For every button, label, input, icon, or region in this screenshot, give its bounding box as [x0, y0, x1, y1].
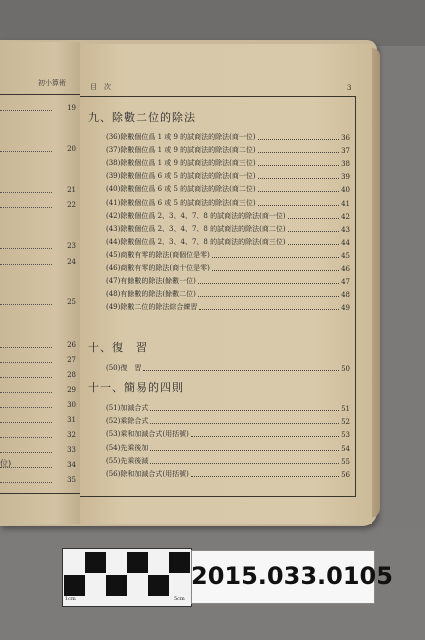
toc-entry-page: 38 — [341, 160, 350, 169]
left-page-number: 29 — [67, 386, 76, 394]
toc-entry-page: 43 — [341, 225, 350, 234]
toc-entry — [106, 288, 350, 299]
catalog-number: 2015.033.0105 — [191, 562, 393, 590]
left-page-dot-leader — [0, 151, 52, 152]
left-page-number: 21 — [67, 186, 76, 194]
toc-entry-text: (43)除數個位爲 2、3、4、7、8 的試商法的除法(商二位) — [106, 224, 286, 233]
dot-leader — [288, 218, 340, 219]
toc-entry — [106, 362, 350, 373]
toc-entry-page: 47 — [341, 278, 350, 287]
dot-leader — [212, 257, 339, 258]
toc-entry — [106, 157, 350, 168]
left-page-number: 28 — [67, 371, 76, 379]
toc-entry — [106, 415, 350, 426]
left-page-number: 30 — [67, 401, 76, 409]
toc-entry-page: 42 — [341, 212, 350, 221]
toc-entry-text: (52)乘除合式 — [106, 417, 149, 426]
toc-entry — [106, 236, 350, 247]
toc-entry — [106, 210, 350, 221]
dot-leader — [258, 165, 339, 166]
left-page-fragment: 位) — [0, 459, 12, 468]
toc-entry-page: 37 — [341, 147, 350, 156]
left-page-number: 25 — [67, 298, 76, 306]
toc-entry-text: (39)除數個位爲 6 或 5 的試商法的除法(商一位) — [106, 172, 256, 181]
dot-leader — [198, 283, 339, 284]
scale-square — [169, 552, 190, 573]
toc-entry-text: (46)商數有零的除法(商十位是零) — [106, 264, 210, 272]
right-page-title: 目 次 — [90, 83, 111, 91]
toc-entry — [106, 197, 350, 208]
dot-leader — [191, 436, 339, 437]
dot-leader — [150, 410, 339, 411]
left-page-dot-leader — [0, 207, 52, 208]
section-title: 十、復 習 — [88, 341, 148, 354]
dot-leader — [143, 370, 339, 371]
toc-entry-page: 36 — [341, 134, 350, 142]
toc-entry-text: (55)先乘後減 — [106, 456, 149, 465]
dot-leader — [258, 139, 339, 140]
left-page-number: 22 — [67, 201, 76, 209]
dot-leader — [258, 191, 339, 192]
left-page-number: 24 — [67, 258, 76, 266]
scale-label-5cm: 5cm — [174, 596, 185, 602]
scale-square — [148, 575, 169, 596]
toc-entry — [106, 183, 350, 194]
toc-entry-text: (49)除數二位的除法綜合練習 — [106, 303, 198, 312]
left-page-number: 35 — [67, 476, 76, 484]
toc-entry-page: 41 — [341, 199, 350, 208]
dot-leader — [150, 450, 339, 451]
left-page-dot-leader — [0, 482, 52, 483]
toc-entry-page: 45 — [341, 251, 350, 260]
left-page-dot-leader — [0, 264, 52, 265]
scale-square — [106, 575, 127, 596]
scale-square — [85, 552, 106, 573]
left-page-dot-leader — [0, 347, 52, 348]
left-page-dot-leader — [0, 192, 52, 193]
toc-entry-page: 56 — [341, 471, 350, 479]
toc-entry — [106, 301, 350, 312]
dot-leader — [212, 270, 339, 271]
toc-entry-page: 48 — [341, 291, 350, 300]
toc-entry-page: 55 — [341, 457, 350, 466]
dot-leader — [258, 205, 339, 206]
toc-entry-text: (56)除和加減合式(用括號) — [106, 470, 189, 478]
toc-entry-page: 54 — [341, 444, 350, 453]
left-page-number: 19 — [67, 104, 76, 112]
left-page-number: 26 — [67, 341, 76, 349]
left-page-number: 32 — [67, 431, 76, 439]
dot-leader — [288, 231, 340, 232]
dot-leader — [191, 476, 339, 477]
toc-entry — [106, 131, 350, 142]
toc-entry-text: (40)除數個位爲 6 或 5 的試商法的除法(商二位) — [106, 185, 256, 194]
toc-entry-text: (53)乘和加減合式(用括號) — [106, 430, 189, 439]
toc-entry — [106, 262, 350, 273]
left-page-number: 34 — [67, 461, 76, 469]
toc-entry — [106, 170, 350, 181]
left-page-title: 初小算術 — [38, 79, 66, 87]
right-page-number: 3 — [347, 84, 352, 92]
toc-entry-page: 52 — [341, 418, 350, 427]
left-page-dot-leader — [0, 407, 52, 408]
toc-entry-text: (42)除數個位爲 2、3、4、7、8 的試商法的除法(商一位) — [106, 211, 286, 220]
toc-entry — [106, 442, 350, 453]
left-page-dot-leader — [0, 248, 52, 249]
toc-entry-text: (51)加減合式 — [106, 404, 149, 412]
toc-entry-text: (37)除數個位爲 1 或 9 的試商法的除法(商二位) — [106, 146, 256, 155]
dot-leader — [150, 463, 339, 464]
scale-square — [127, 552, 148, 573]
toc-entry-page: 46 — [341, 265, 350, 273]
toc-entry-text: (41)除數個位爲 6 或 5 的試商法的除法(商三位) — [106, 198, 256, 207]
left-bottom-rule — [0, 493, 80, 494]
toc-entry-text: (54)先乘後加 — [106, 443, 149, 452]
dot-leader — [288, 244, 340, 245]
toc-entry-text: (38)除數個位爲 1 或 9 的試商法的除法(商三位) — [106, 159, 256, 168]
toc-entry-page: 49 — [341, 304, 350, 313]
right-bottom-rule — [80, 496, 356, 497]
toc-entry-text: (47)有餘數的除法(餘數一位) — [106, 277, 196, 286]
toc-entry-page: 40 — [341, 186, 350, 195]
toc-entry-page: 50 — [341, 365, 350, 373]
toc-entry-page: 39 — [341, 173, 350, 182]
left-top-rule — [0, 94, 80, 95]
toc-entry — [106, 275, 350, 286]
left-page-number: 31 — [67, 416, 76, 424]
toc-entry-text: (48)有餘數的除法(餘數二位) — [106, 290, 196, 299]
toc-entry — [106, 144, 350, 155]
toc-entry — [106, 468, 350, 479]
left-page-number: 27 — [67, 356, 76, 364]
left-page-dot-leader — [0, 437, 52, 438]
section-title: 十一、簡易的四則 — [88, 381, 184, 394]
left-page-dot-leader — [0, 362, 52, 363]
dot-leader — [258, 178, 339, 179]
right-top-rule — [80, 96, 356, 97]
toc-entry-text: (50)復 習 — [106, 364, 142, 372]
left-page-number: 23 — [67, 242, 76, 250]
scale-square — [64, 575, 85, 596]
section-title: 九、除數二位的除法 — [88, 111, 196, 124]
right-border-rule — [355, 96, 356, 496]
left-page-number: 33 — [67, 446, 76, 454]
toc-entry-page: 44 — [341, 238, 350, 247]
toc-entry — [106, 223, 350, 234]
dot-leader — [258, 152, 339, 153]
left-page-dot-leader — [0, 392, 52, 393]
toc-entry — [106, 249, 350, 260]
dot-leader — [198, 296, 339, 297]
dot-leader — [150, 423, 339, 424]
left-page-dot-leader — [0, 422, 52, 423]
scale-label-1cm: 1cm — [65, 596, 76, 602]
left-page-dot-leader — [0, 377, 52, 378]
left-page-number: 20 — [67, 145, 76, 153]
toc-entry — [106, 428, 350, 439]
dot-leader — [199, 309, 339, 310]
toc-entry-text: (44)除數個位爲 2、3、4、7、8 的試商法的除法(商三位) — [106, 237, 286, 246]
toc-entry — [106, 455, 350, 466]
toc-entry-page: 53 — [341, 431, 350, 440]
color-scale-card — [62, 548, 192, 607]
left-page-dot-leader — [0, 452, 52, 453]
left-page-dot-leader — [0, 304, 52, 305]
toc-entry-page: 51 — [341, 405, 350, 413]
toc-entry — [106, 402, 350, 413]
toc-entry-text: (45)商數有零的除法(商個位是零) — [106, 250, 210, 259]
toc-entry-text: (36)除數個位爲 1 或 9 的試商法的除法(商一位) — [106, 133, 256, 141]
left-page-dot-leader — [0, 110, 52, 111]
